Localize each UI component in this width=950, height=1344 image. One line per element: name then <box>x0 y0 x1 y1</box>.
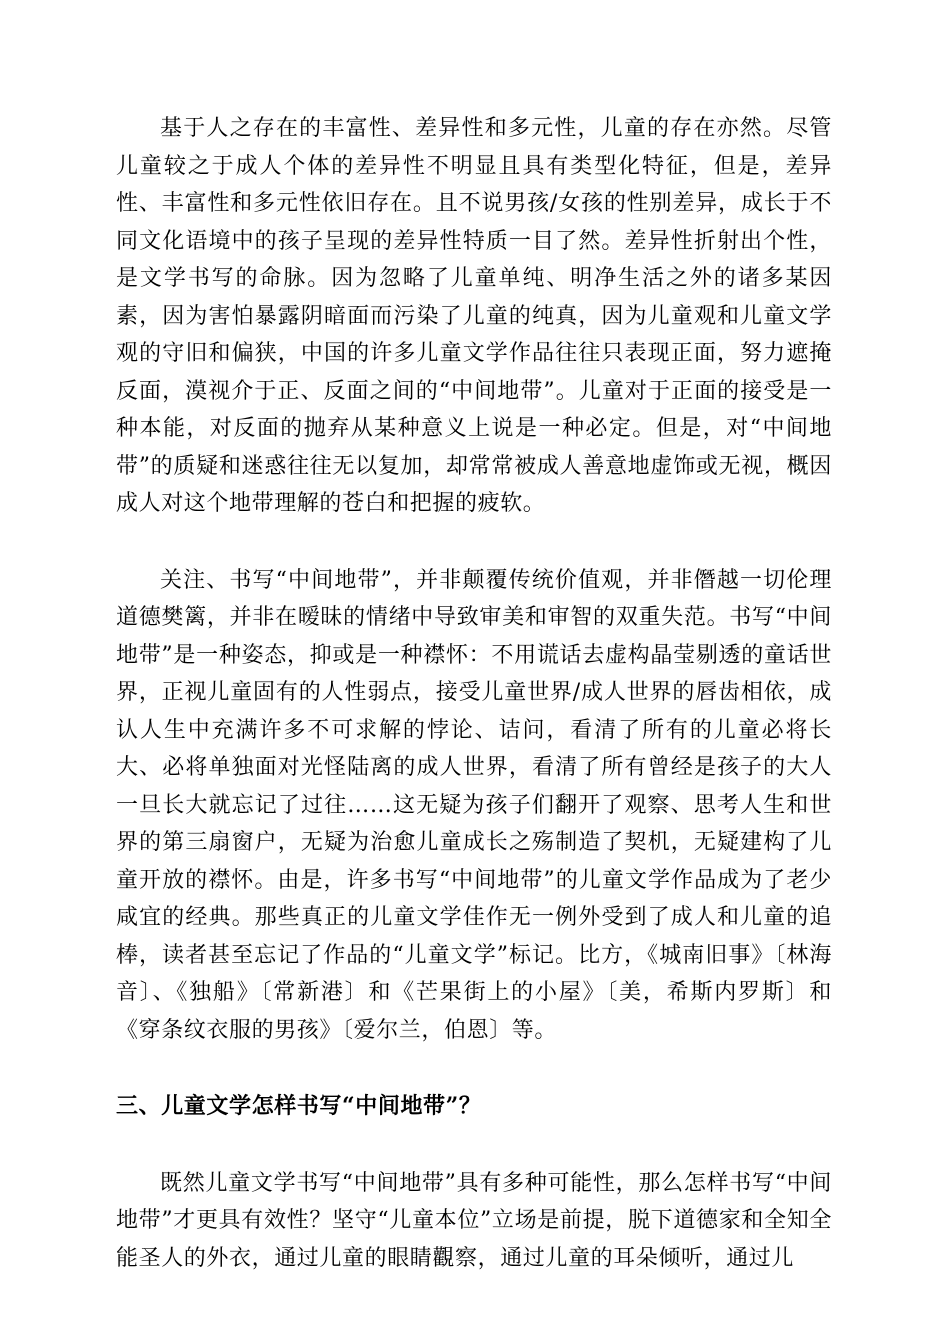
body-paragraph: 关注、书写“中间地带”，并非颠覆传统价值观，并非僭越一切伦理道德樊篱，并非在暧昧的情绪中导致审美和审智的双重失范。书写“中间地带”是一种姿态，抑或是一种襟怀：不用谎话去虚构晶莹剔透的童话世界，正视儿童固有的人性弱点，接受儿童世界/成人世界的唇齿相依，成认人生中充满许多不可求解的悖论、诘问，看清了所有的儿童必将长大、必将单独面对光怪陆离的成人世界，看清了所有曾经是孩子的大人一旦长大就忘记了过往……这无疑为孩子们翻开了观察、思考人生和世界的第三扇窗户，无疑为治愈儿童成长之殇制造了契机，无疑建构了儿童开放的襟怀。由是，许多书写“中间地带”的儿童文学作品成为了老少咸宜的经典。那些真正的儿童文学佳作无一例外受到了成人和儿童的追棒，读者甚至忘记了作品的“儿童文学”标记。比方，《城南旧事》〔林海音〕、《独船》〔常新港〕和《芒果街上的小屋》〔美，希斯内罗斯〕和《穿条纹衣服的男孩》〔爱尔兰，伯恩〕等。 <box>116 567 832 1043</box>
paragraph-spacer <box>116 1126 832 1165</box>
document-page <box>116 110 832 1277</box>
paragraph-spacer <box>116 1049 832 1088</box>
body-paragraph: 基于人之存在的丰富性、差异性和多元性，儿童的存在亦然。尽管儿童较之于成人个体的差异性不明显且具有类型化特征，但是，差异性、丰富性和多元性依旧存在。且不说男孩/女孩的性别差异，成长于不同文化语境中的孩子呈现的差异性特质一目了然。差异性折射出个性，是文学书写的命脉。因为忽略了儿童单纯、明净生活之外的诸多某因素，因为害怕暴露阴暗面而污染了儿童的纯真，因为儿童观和儿童文学观的守旧和偏狭，中国的许多儿童文学作品往往只表现正面，努力遮掩反面，漠视介于正、反面之间的“中间地带”。儿童对于正面的接受是一种本能，对反面的抛弃从某种意义上说是一种必定。但是，对“中间地带”的质疑和迷惑往往无以复加，却常常被成人善意地虚饰或无视，概因成人对这个地带理解的苍白和把握的疲软。 <box>116 116 832 516</box>
section-heading: 三、儿童文学怎样书写“中间地带”？ <box>116 1093 482 1119</box>
body-paragraph: 既然儿童文学书写“中间地带”具有多种可能性，那么怎样书写“中间地带”才更具有效性？坚守“儿童本位”立场是前提，脱下道德家和全知全能圣人的外衣，通过儿童的眼睛觀察，通过儿童的耳朵倾听，通过儿 <box>116 1170 832 1271</box>
paragraph-spacer <box>116 523 832 562</box>
